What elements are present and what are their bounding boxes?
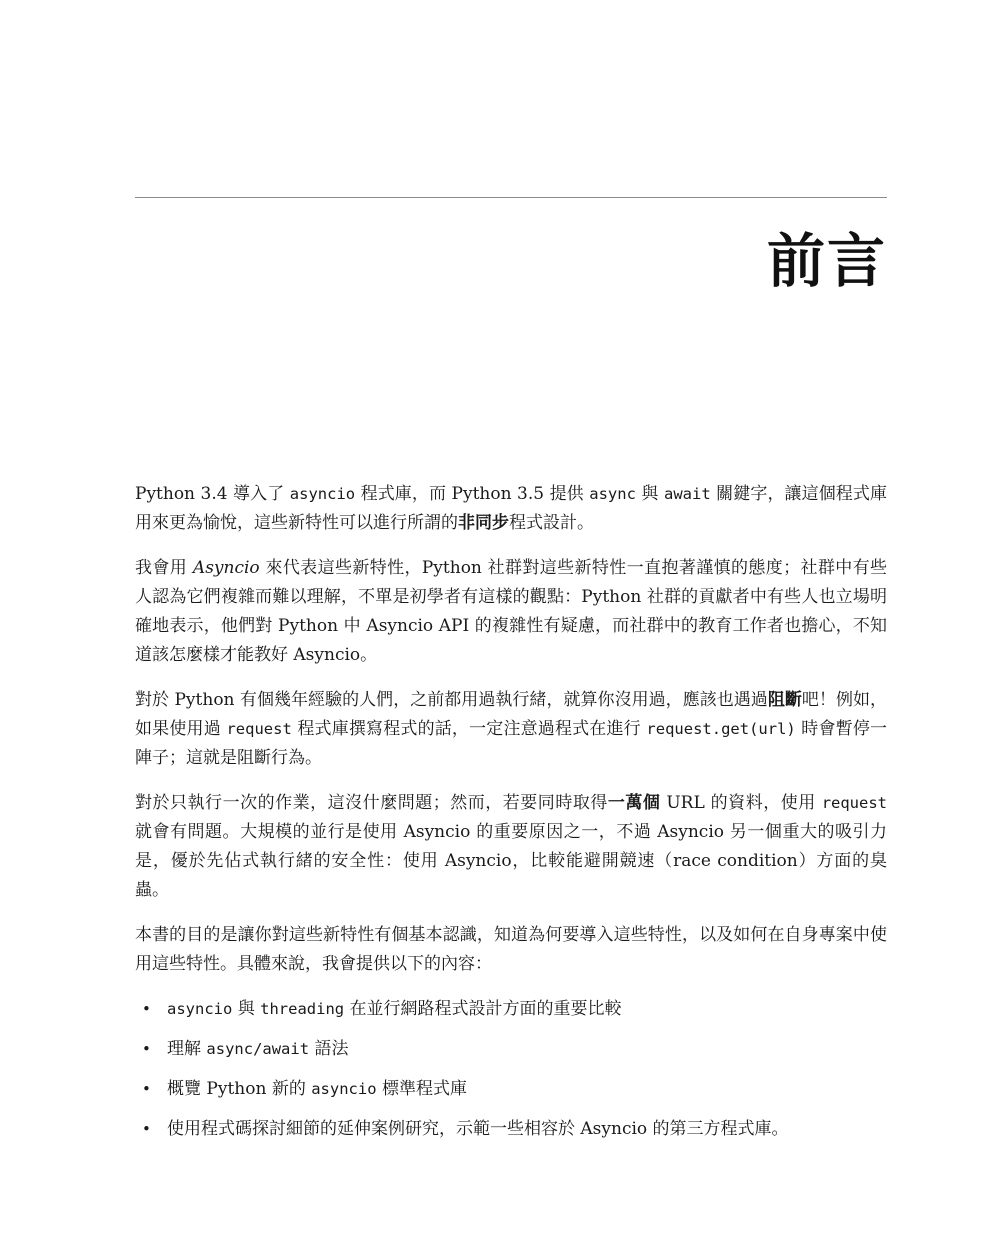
text: 本書的目的是讓你對這些新特性有個基本認識，知道為何要導入這些特性，以及如何在自身專案中使用這些特性。具體來說，我會提供以下的內容：	[135, 925, 887, 974]
chapter-body	[135, 480, 887, 1155]
text: 與	[232, 999, 261, 1019]
list-item	[135, 995, 887, 1024]
text: 語法	[309, 1039, 349, 1059]
text: 我會用	[135, 558, 193, 578]
bullet-icon: •	[142, 1120, 151, 1138]
chapter-title: 前言	[766, 227, 887, 295]
text: 在並行網路程式設計方面的重要比較	[344, 999, 622, 1019]
text: 程式設計。	[509, 513, 594, 533]
paragraph-2	[135, 554, 887, 670]
code-await: await	[664, 485, 711, 503]
code-async-await: async/await	[206, 1040, 310, 1058]
text: 吧！例如，如果使用過	[135, 690, 888, 739]
text: 時會暫停一陣子；這就是阻斷行為。	[135, 719, 888, 768]
text: 來代表這些新特性，Python 社群對這些新特性一直抱著謹慎的態度；社群中有些人認為它們複雜而難以理解，不單是初學者有這樣的觀點：Python 社群的貢獻者中有些人也立場明確地表示，他們對 Python 中 Asyncio API 的複雜性有疑慮，而社群中的教育工作者也擔心，不知道該怎麼樣才能教好 Asyncio。	[135, 558, 887, 665]
bullet-icon: •	[142, 1080, 151, 1098]
paragraph-1	[135, 480, 887, 538]
text: 與	[635, 484, 665, 504]
paragraph-5	[135, 921, 887, 979]
text: 對於只執行一次的作業，這沒什麼問題；然而，若要同時取得	[135, 793, 608, 813]
code-threading: threading	[260, 1000, 345, 1018]
text: 關鍵字，讓這個程式庫用來更為愉悅，這些新特性可以進行所謂的	[135, 484, 887, 533]
text: 程式庫撰寫程式的話，一定注意過程式在進行	[291, 719, 647, 739]
list-item	[135, 1075, 887, 1104]
text: 就會有問題。大規模的並行是使用 Asyncio 的重要原因之一，不過 Asyncio 另一個重大的吸引力是，優於先佔式執行緒的安全性：使用 Asyncio，比較能避開競速（race condition）方面的臭蟲。	[135, 822, 887, 900]
text: 對於 Python 有個幾年經驗的人們，之前都用過執行緒，就算你沒用過，應該也遇過	[135, 690, 768, 710]
paragraph-3	[135, 686, 887, 773]
code-asyncio: asyncio	[167, 1000, 233, 1018]
text: Python 3.4 導入了	[135, 484, 290, 504]
text: URL 的資料，使用	[660, 793, 822, 813]
emphasis-term: 阻斷	[767, 690, 802, 710]
text: 理解	[167, 1039, 207, 1059]
text: 程式庫，而 Python 3.5 提供	[355, 484, 590, 504]
bullet-icon: •	[142, 1040, 151, 1058]
code-request: request	[821, 794, 888, 812]
bullet-icon: •	[142, 1000, 151, 1018]
code-request: request	[226, 720, 292, 738]
text: 概覽 Python 新的	[167, 1079, 312, 1099]
text: 標準程式庫	[376, 1079, 467, 1099]
code-async: async	[589, 485, 636, 503]
contents-list	[135, 995, 887, 1144]
italic-term: Asyncio	[192, 558, 260, 578]
code-request-get: request.get(url)	[646, 720, 796, 738]
chapter-divider	[135, 197, 887, 198]
emphasis-term: 一萬個	[607, 793, 661, 813]
code-asyncio: asyncio	[289, 485, 356, 503]
paragraph-4	[135, 789, 887, 905]
emphasis-term: 非同步	[458, 513, 509, 533]
list-item	[135, 1115, 887, 1144]
code-asyncio: asyncio	[311, 1080, 377, 1098]
list-item	[135, 1035, 887, 1064]
text: 使用程式碼探討細節的延伸案例研究，示範一些相容於 Asyncio 的第三方程式庫。	[167, 1119, 789, 1139]
